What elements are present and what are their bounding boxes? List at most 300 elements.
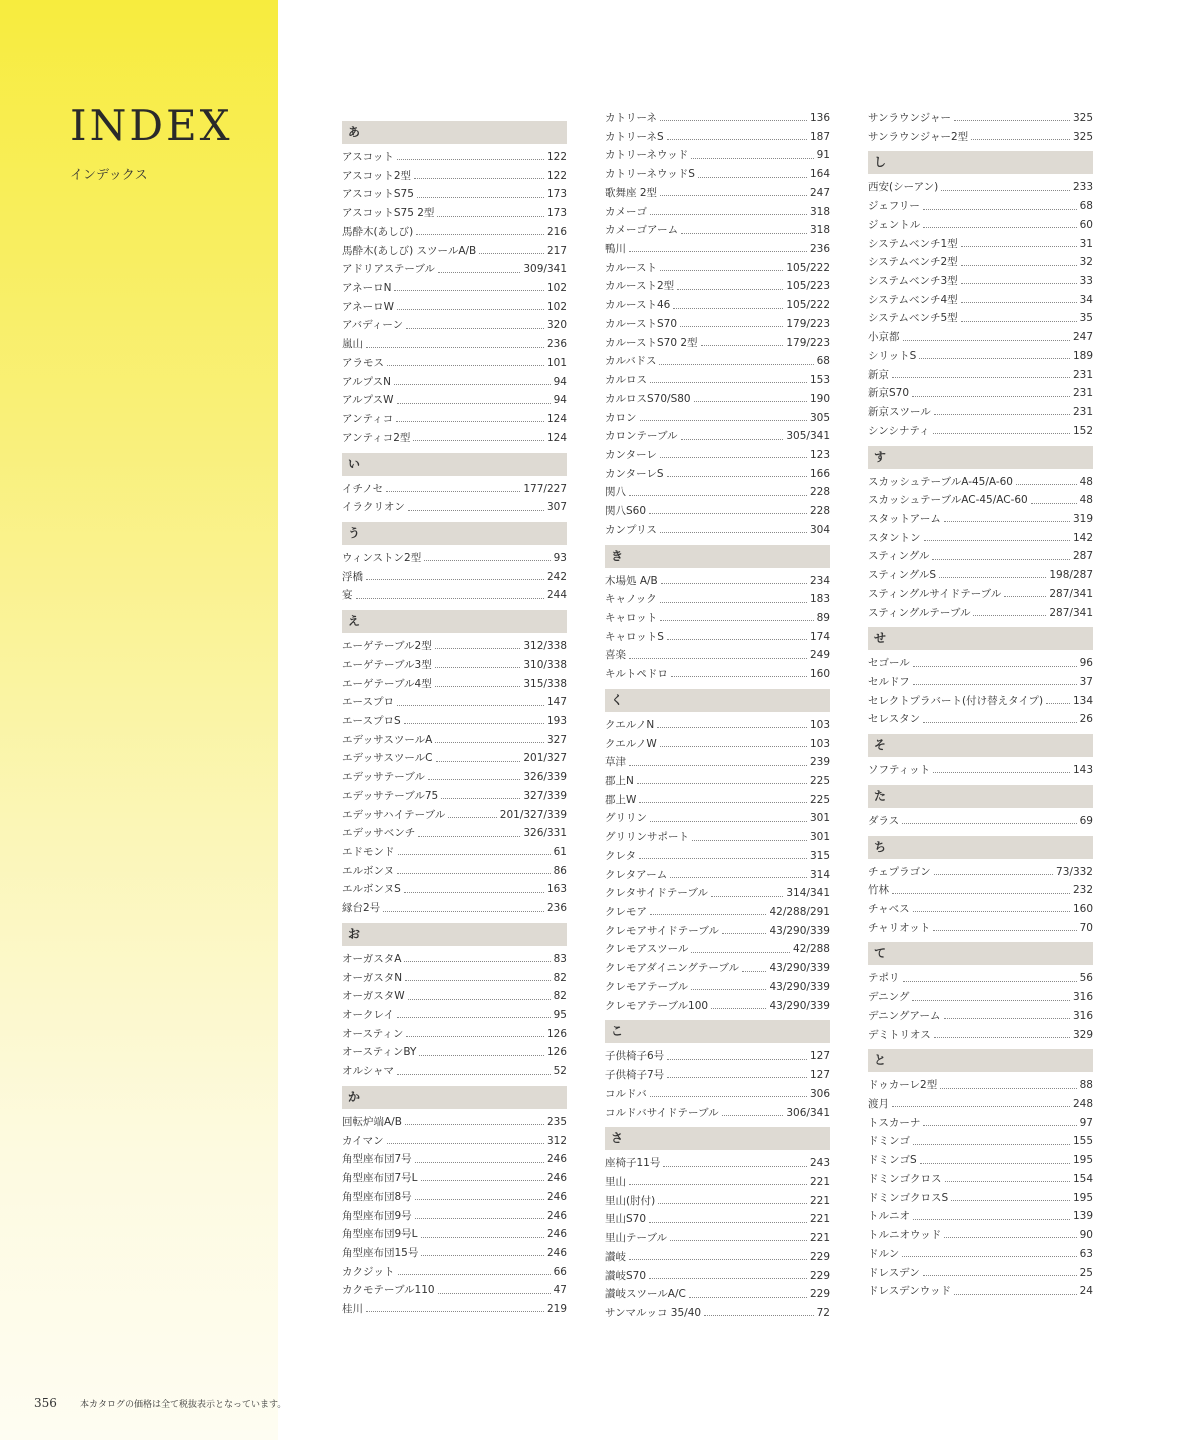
entry-name: アラモス — [342, 356, 384, 369]
index-entry — [605, 809, 830, 828]
section-heading: う — [342, 522, 567, 545]
dot-leader — [413, 439, 544, 441]
dot-leader — [944, 1236, 1076, 1238]
index-entry — [342, 1263, 567, 1282]
entry-page: 105/222 — [786, 261, 830, 274]
dot-leader — [689, 1296, 807, 1298]
entry-name: イチノセ — [342, 482, 384, 495]
dot-leader — [397, 308, 544, 310]
entry-page: 32 — [1079, 256, 1093, 269]
footer-note: 本カタログの価格は全て税抜表示となっています。 — [80, 1400, 287, 1410]
dot-leader — [961, 320, 1077, 322]
dot-leader — [924, 539, 1070, 541]
entry-name: スティングルサイドテーブル — [868, 587, 1002, 600]
dot-leader — [408, 998, 551, 1000]
dot-leader — [629, 764, 807, 766]
entry-page: 195 — [1072, 1191, 1093, 1204]
dot-leader — [437, 215, 544, 217]
dot-leader — [639, 801, 807, 803]
entry-name: スカッシュテーブルA-45/A-60 — [868, 475, 1013, 488]
dot-leader — [366, 578, 544, 580]
entry-page: 48 — [1079, 475, 1093, 488]
entry-name: 子供椅子6号 — [605, 1050, 665, 1063]
index-entry — [342, 410, 567, 429]
entry-page: 102 — [546, 282, 567, 295]
entry-name: アスコットS75 — [342, 188, 414, 201]
index-entry — [605, 128, 830, 147]
entry-name: シンシナティ — [868, 424, 930, 437]
entry-page: 235 — [546, 1115, 567, 1128]
entry-name: 縁台2号 — [342, 902, 381, 915]
index-entry — [605, 978, 830, 997]
index-entry — [342, 843, 567, 862]
dot-leader — [681, 438, 784, 440]
entry-name: カンプリス — [605, 523, 657, 536]
dot-leader — [448, 816, 497, 818]
index-entry — [342, 242, 567, 261]
entry-page: 136 — [809, 112, 830, 124]
dot-leader — [691, 157, 813, 159]
index-entry — [868, 1132, 1093, 1151]
entry-page: 82 — [553, 990, 567, 1003]
entry-name: 子供椅子7号 — [605, 1069, 665, 1082]
dot-leader — [405, 1123, 544, 1125]
entry-name: 角型座布団9号L — [342, 1228, 418, 1241]
dot-leader — [657, 726, 807, 728]
entry-page: 177/227 — [523, 482, 567, 495]
section-heading: た — [868, 785, 1093, 808]
dot-leader — [667, 138, 807, 140]
entry-name: アスコット2型 — [342, 169, 412, 182]
entry-name: ジェフリー — [868, 200, 920, 213]
entry-name: クエルノW — [605, 737, 657, 750]
index-entry — [605, 735, 830, 754]
entry-page: 48 — [1079, 494, 1093, 507]
dot-leader — [912, 395, 1070, 397]
page-subtitle: インデックス — [70, 168, 148, 183]
dot-leader — [973, 614, 1046, 616]
entry-name: 関八S60 — [605, 505, 647, 518]
entry-name: 里山S70 — [605, 1213, 647, 1226]
entry-page: 90 — [1079, 1229, 1093, 1242]
dot-leader — [923, 226, 1076, 228]
entry-name: グリリンサポート — [605, 831, 689, 844]
section-heading: さ — [605, 1127, 830, 1150]
dot-leader — [404, 722, 544, 724]
entry-name: キャロットS — [605, 630, 664, 643]
entry-page: 66 — [553, 1265, 567, 1278]
entry-page: 94 — [553, 375, 567, 388]
index-entry — [868, 1170, 1093, 1189]
entry-name: セレクトプラバート(付け替えタイプ) — [868, 694, 1044, 707]
dot-leader — [933, 771, 1070, 773]
index-section — [868, 151, 1093, 440]
dot-leader — [673, 307, 783, 309]
dot-leader — [1016, 483, 1077, 485]
index-entry — [868, 881, 1093, 900]
entry-page: 229 — [809, 1288, 830, 1301]
index-entry — [868, 566, 1093, 585]
page-number: 356 — [34, 1396, 57, 1410]
entry-page: 201/327/339 — [499, 808, 567, 821]
entry-name: クレモアダイニングテーブル — [605, 962, 739, 975]
entry-name: トルニオ — [868, 1210, 910, 1223]
entry-page: 73/332 — [1056, 865, 1093, 878]
entry-page: 72 — [816, 1306, 830, 1319]
entry-name: 宴 — [342, 589, 353, 602]
entry-name: デニング — [868, 991, 910, 1004]
entry-name: 嵐山 — [342, 338, 363, 351]
entry-page: 329 — [1072, 1028, 1093, 1041]
dot-leader — [722, 1114, 784, 1116]
index-entry — [342, 1225, 567, 1244]
dot-leader — [903, 339, 1070, 341]
dot-leader — [438, 271, 520, 273]
entry-name: カルロス — [605, 374, 647, 387]
entry-name: ドミンゴクロスS — [868, 1191, 949, 1204]
index-entry — [342, 568, 567, 587]
entry-page: 89 — [816, 611, 830, 624]
index-entry — [605, 334, 830, 353]
entry-page: 221 — [809, 1194, 830, 1207]
entry-page: 47 — [553, 1284, 567, 1297]
dot-leader — [951, 1199, 1070, 1201]
entry-page: 153 — [809, 374, 830, 387]
entry-name: カトリーネ — [605, 112, 657, 124]
index-entry — [868, 604, 1093, 623]
entry-page: 326/339 — [523, 771, 567, 784]
entry-page: 246 — [546, 1190, 567, 1203]
entry-page: 231 — [1072, 387, 1093, 400]
entry-page: 69 — [1079, 814, 1093, 827]
index-entry — [868, 1114, 1093, 1133]
dot-leader — [650, 913, 766, 915]
index-section — [868, 109, 1093, 146]
entry-page: 217 — [546, 244, 567, 257]
index-entry — [605, 259, 830, 278]
index-entry — [605, 772, 830, 791]
index-entry — [605, 371, 830, 390]
entry-name: 鴨川 — [605, 243, 626, 256]
entry-name: 新京S70 — [868, 387, 910, 400]
index-entry — [605, 1267, 830, 1286]
entry-name: イラクリオン — [342, 501, 405, 514]
dot-leader — [650, 820, 807, 822]
entry-page: 155 — [1072, 1135, 1093, 1148]
dot-leader — [436, 760, 521, 762]
index-entry — [605, 590, 830, 609]
entry-name: アバディーン — [342, 319, 404, 332]
index-entry — [605, 903, 830, 922]
entry-name: 小京都 — [868, 331, 900, 344]
index-section — [868, 785, 1093, 831]
entry-page: 326/331 — [523, 827, 567, 840]
dot-leader — [637, 782, 807, 784]
index-entry — [342, 354, 567, 373]
index-entry — [868, 510, 1093, 529]
index-entry — [605, 1210, 830, 1229]
section-heading: き — [605, 545, 830, 568]
dot-leader — [418, 835, 520, 837]
entry-name: コルドバ — [605, 1087, 647, 1100]
index-entry — [342, 712, 567, 731]
entry-name: カルロスS70/S80 — [605, 392, 691, 405]
entry-page: 190 — [809, 392, 830, 405]
entry-page: 124 — [546, 431, 567, 444]
index-section — [342, 1086, 567, 1319]
entry-name: 里山(肘付) — [605, 1194, 656, 1207]
dot-leader — [387, 364, 544, 366]
entry-name: 馬酔木(あしび) — [342, 225, 414, 238]
index-entry — [868, 1226, 1093, 1245]
section-heading: か — [342, 1086, 567, 1109]
entry-page: 63 — [1079, 1247, 1093, 1260]
entry-name: クレモア — [605, 906, 647, 919]
entry-page: 305 — [809, 411, 830, 424]
index-entry — [342, 185, 567, 204]
index-entry — [868, 253, 1093, 272]
entry-page: 315 — [809, 849, 830, 862]
entry-page: 96 — [1079, 657, 1093, 670]
index-entry — [868, 366, 1093, 385]
index-entry — [605, 277, 830, 296]
entry-name: システムベンチ1型 — [868, 237, 958, 250]
dot-leader — [913, 683, 1077, 685]
index-entry — [342, 1006, 567, 1025]
entry-name: オースティン — [342, 1027, 404, 1040]
index-section — [605, 545, 830, 684]
entry-page: 43/290/339 — [769, 962, 830, 975]
index-section — [342, 121, 567, 448]
index-entry — [605, 446, 830, 465]
entry-page: 122 — [546, 169, 567, 182]
section-heading: あ — [342, 121, 567, 144]
index-column-3 — [868, 109, 1093, 1306]
entry-name: クレタアーム — [605, 868, 668, 881]
entry-page: 123 — [809, 448, 830, 461]
dot-leader — [366, 1310, 544, 1312]
entry-name: クレタサイドテーブル — [605, 887, 708, 900]
dot-leader — [649, 512, 807, 514]
index-entry — [605, 997, 830, 1016]
index-entry — [868, 178, 1093, 197]
dot-leader — [435, 647, 521, 649]
dot-leader — [415, 1217, 544, 1219]
dot-leader — [691, 988, 766, 990]
entry-name: オーガスタN — [342, 971, 403, 984]
dot-leader — [629, 494, 807, 496]
dot-leader — [920, 1162, 1070, 1164]
entry-name: デニングアーム — [868, 1009, 941, 1022]
entry-page: 160 — [1072, 903, 1093, 915]
entry-page: 195 — [1072, 1154, 1093, 1167]
entry-page: 52 — [553, 1065, 567, 1078]
dot-leader — [903, 980, 1077, 982]
entry-name: エースプロ — [342, 696, 394, 709]
entry-page: 225 — [809, 775, 830, 787]
dot-leader — [428, 778, 521, 780]
entry-page: 249 — [809, 649, 830, 662]
entry-name: キャロット — [605, 611, 658, 624]
entry-name: トスカーナ — [868, 1116, 921, 1129]
dot-leader — [913, 1143, 1070, 1145]
section-heading: く — [605, 689, 830, 712]
entry-page: 225 — [809, 793, 830, 806]
entry-page: 174 — [809, 630, 830, 643]
entry-name: 桂川 — [342, 1303, 363, 1316]
entry-page: 154 — [1072, 1172, 1093, 1185]
index-entry — [605, 1248, 830, 1267]
index-entry — [605, 203, 830, 222]
index-entry — [868, 309, 1093, 328]
dot-leader — [629, 1258, 807, 1260]
entry-name: セゴール — [868, 657, 910, 670]
entry-page: 68 — [1079, 200, 1093, 213]
entry-page: 229 — [809, 1269, 830, 1282]
index-section — [868, 627, 1093, 729]
entry-name: キルトペドロ — [605, 668, 668, 681]
section-heading: そ — [868, 734, 1093, 757]
index-entry — [868, 812, 1093, 831]
entry-page: 233 — [1072, 181, 1093, 194]
index-entry — [342, 167, 567, 186]
index-entry — [342, 298, 567, 317]
index-entry — [342, 148, 567, 167]
dot-leader — [394, 289, 544, 291]
entry-page: 301 — [809, 812, 830, 825]
entry-name: エーゲテーブル3型 — [342, 658, 432, 671]
index-entry — [342, 731, 567, 750]
dot-leader — [416, 233, 544, 235]
dot-leader — [640, 419, 807, 421]
entry-page: 166 — [809, 467, 830, 480]
entry-name: ソフティット — [868, 764, 931, 777]
dot-leader — [660, 456, 807, 458]
entry-name: カロン — [605, 411, 637, 424]
entry-page: 173 — [546, 207, 567, 220]
dot-leader — [438, 1292, 551, 1294]
dot-leader — [397, 158, 544, 160]
index-entry — [605, 1173, 830, 1192]
entry-page: 236 — [546, 902, 567, 915]
entry-page: 33 — [1079, 275, 1093, 288]
dot-leader — [913, 910, 1070, 912]
dot-leader — [902, 1255, 1076, 1257]
dot-leader — [961, 264, 1077, 266]
entry-name: クレモアテーブル — [605, 980, 689, 993]
entry-page: 35 — [1079, 312, 1093, 325]
index-entry — [605, 1066, 830, 1085]
index-entry — [342, 987, 567, 1006]
entry-name: ドレスデン — [868, 1266, 920, 1279]
entry-name: アスコット — [342, 151, 394, 163]
entry-page: 239 — [809, 756, 830, 769]
entry-page: 160 — [809, 668, 830, 681]
entry-name: カルースト — [605, 261, 657, 274]
entry-name: クエルノN — [605, 718, 655, 731]
index-entry — [868, 1026, 1093, 1045]
index-entry — [342, 768, 567, 787]
index-section — [868, 1049, 1093, 1301]
entry-name: エデッサベンチ — [342, 827, 416, 840]
entry-name: スティングルS — [868, 569, 937, 582]
entry-page: 287/341 — [1049, 587, 1093, 600]
dot-leader — [892, 376, 1070, 378]
dot-leader — [934, 1036, 1070, 1038]
entry-page: 127 — [809, 1050, 830, 1063]
entry-name: エースプロS — [342, 714, 401, 727]
entry-name: デミトリオス — [868, 1028, 931, 1041]
entry-page: 231 — [1072, 368, 1093, 381]
index-entry — [868, 491, 1093, 510]
index-entry — [342, 429, 567, 448]
dot-leader — [704, 1314, 814, 1316]
entry-name: サンラウンジャー — [868, 112, 952, 124]
entry-page: 42/288 — [793, 943, 830, 956]
dot-leader — [913, 665, 1077, 667]
entry-name: セレスタン — [868, 713, 921, 726]
dot-leader — [692, 839, 807, 841]
dot-leader — [691, 951, 790, 953]
index-section — [868, 734, 1093, 780]
dot-leader — [902, 822, 1076, 824]
entry-name: キャノック — [605, 593, 657, 606]
entry-page: 314 — [809, 868, 830, 881]
dot-leader — [944, 1017, 1070, 1019]
dot-leader — [954, 1293, 1077, 1295]
index-entry — [605, 409, 830, 428]
entry-page: 25 — [1079, 1266, 1093, 1279]
index-entry — [342, 862, 567, 881]
entry-name: ドミンゴクロス — [868, 1172, 942, 1185]
index-entry — [605, 221, 830, 240]
entry-name: システムベンチ3型 — [868, 275, 958, 288]
entry-name: ドルン — [868, 1247, 900, 1260]
entry-name: 座椅子11号 — [605, 1157, 661, 1170]
entry-page: 315/338 — [523, 677, 567, 690]
dot-leader — [397, 704, 544, 706]
entry-page: 327 — [546, 733, 567, 746]
entry-name: カルーストS70 2型 — [605, 336, 698, 349]
entry-page: 43/290/339 — [769, 980, 830, 993]
entry-page: 304 — [809, 523, 830, 536]
entry-name: 新京スツール — [868, 406, 931, 419]
index-entry — [342, 675, 567, 694]
entry-page: 314/341 — [786, 887, 830, 900]
index-entry — [868, 585, 1093, 604]
index-entry — [605, 828, 830, 847]
entry-name: アンティコ2型 — [342, 431, 411, 444]
entry-page: 56 — [1079, 972, 1093, 985]
index-entry — [342, 806, 567, 825]
entry-page: 316 — [1072, 991, 1093, 1004]
entry-name: 角型座布団9号 — [342, 1209, 412, 1222]
index-entry — [605, 716, 830, 735]
index-entry — [605, 847, 830, 866]
index-entry — [342, 693, 567, 712]
dot-leader — [934, 873, 1053, 875]
entry-name: クレモアテーブル100 — [605, 999, 709, 1012]
entry-page: 97 — [1079, 1116, 1093, 1129]
dot-leader — [941, 189, 1070, 191]
entry-page: 102 — [546, 300, 567, 313]
index-entry — [605, 483, 830, 502]
entry-page: 187 — [809, 130, 830, 143]
entry-name: トルニオウッド — [868, 1229, 942, 1242]
entry-page: 126 — [546, 1027, 567, 1040]
index-entry — [868, 128, 1093, 147]
entry-name: カトリーネウッド — [605, 149, 689, 162]
